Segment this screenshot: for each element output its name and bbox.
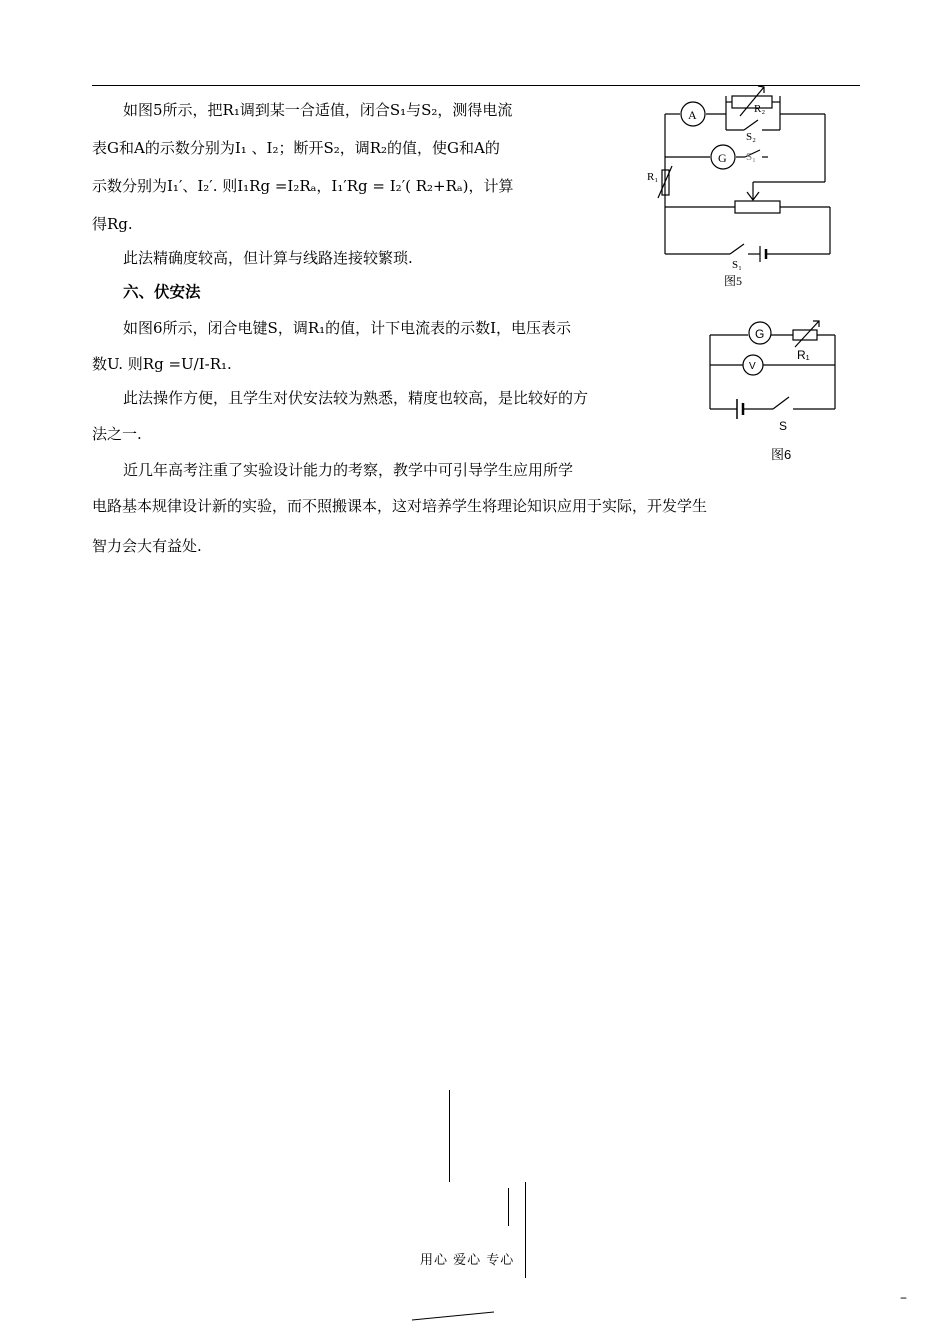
figure-6-caption: 图6 xyxy=(771,447,792,462)
s-switch xyxy=(773,397,789,409)
r2-label: R₂ xyxy=(754,103,766,115)
vertical-rule xyxy=(525,1182,526,1278)
s2-label: S₂ xyxy=(746,131,756,143)
figure-5-caption: 图5 xyxy=(724,274,743,288)
paragraph-line: 如图5所示，把R₁调到某一合适值，闭合S₁与S₂，测得电流 xyxy=(123,101,513,119)
paragraph-line: 智力会大有益处. xyxy=(92,537,202,555)
r1-label: R₁ xyxy=(647,171,659,183)
paragraph-line: 示数分别为I₁′、I₂′. 则I₁Rg =I₂Rₐ，I₁′Rg = I₂′( R₂+Rₐ)，计算 xyxy=(92,177,514,195)
paragraph-line: 表G和A的示数分别为I₁ 、I₂；断开S₂，调R₂的值，使G和A的 xyxy=(92,139,500,157)
r1-resistor xyxy=(793,330,817,340)
paragraph-line: 电路基本规律设计新的实验，而不照搬课本，这对培养学生将理论知识应用于实际，开发学生 xyxy=(92,497,708,515)
paragraph-line: 此法操作方便，且学生对伏安法较为熟悉，精度也较高，是比较好的方 xyxy=(123,389,589,407)
page-mark: – xyxy=(900,1290,907,1306)
paragraph-line: 如图6所示，闭合电键S，调R₁的值，计下电流表的示数I，电压表示 xyxy=(123,319,572,337)
section-heading: 六、伏安法 xyxy=(123,283,201,301)
s1-switch xyxy=(730,244,744,254)
s1-bottom-label: S₁ xyxy=(732,259,742,271)
s2-switch xyxy=(744,120,758,130)
switch-label: S xyxy=(779,419,788,433)
vertical-rule xyxy=(508,1188,509,1226)
galvanometer-label: G xyxy=(718,151,727,165)
vertical-rule xyxy=(449,1090,450,1182)
figure-5-circuit xyxy=(640,82,840,292)
footer-motto: 用心 爱心 专心 xyxy=(420,1253,515,1268)
figure-6-circuit xyxy=(705,315,850,465)
paragraph-line: 法之一. xyxy=(92,425,142,443)
paragraph-line: 近几年高考注重了实验设计能力的考察，教学中可引导学生应用所学 xyxy=(123,461,574,479)
r1-label: R₁ xyxy=(797,348,810,362)
ammeter-label: A xyxy=(688,108,697,122)
s1-top-label: S₁ xyxy=(746,151,756,163)
paragraph-line: 数U. 则Rg =U/I-R₁. xyxy=(92,355,232,373)
rheostat xyxy=(735,201,780,213)
paragraph-line: 得Rg. xyxy=(92,215,133,233)
voltmeter-label: V xyxy=(749,361,756,372)
bottom-slash-line xyxy=(410,1308,500,1324)
galvanometer-label: G xyxy=(755,327,765,341)
paragraph-line: 此法精确度较高，但计算与线路连接较繁琐. xyxy=(123,249,413,267)
